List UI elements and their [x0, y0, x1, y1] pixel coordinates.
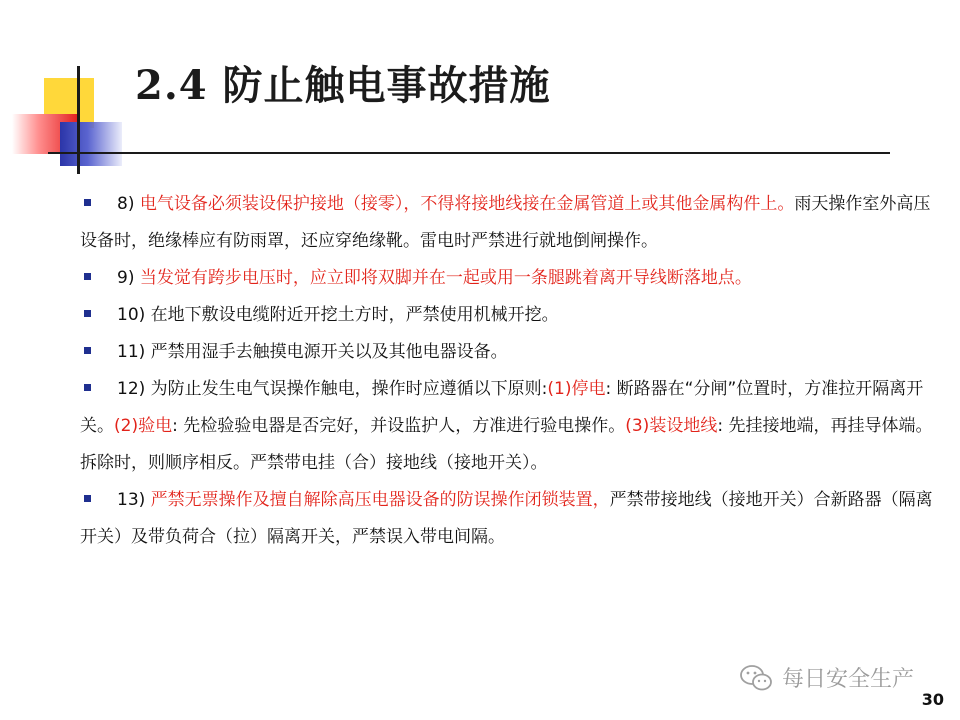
title-underline — [48, 152, 890, 154]
item-number: 9) — [117, 268, 135, 288]
item-number: 8) — [117, 194, 135, 214]
item-number: 13) — [117, 490, 146, 510]
item-text: 严禁用湿手去触摸电源开关以及其他电器设备。 — [150, 342, 508, 362]
bullet-icon — [84, 347, 91, 354]
bullet-icon — [84, 384, 91, 391]
bullet-icon — [84, 273, 91, 280]
item-highlight: (1)停电 — [547, 379, 606, 399]
decor-blue-block — [60, 122, 122, 166]
bullet-icon — [84, 310, 91, 317]
item-highlight: 严禁无票操作及擅自解除高压电器设备的防误操作闭锁装置， — [150, 490, 610, 510]
item-highlight: (3)装设地线 — [625, 416, 718, 436]
bullet-icon — [84, 495, 91, 502]
item-highlight: 电气设备必须装设保护接地（接零），不得将接地线接在金属管道上或其他金属构件上。 — [139, 194, 795, 214]
bullet-icon — [84, 199, 91, 206]
item-text: : 断路器在“分闸”位置时，方准拉开隔离开关。 — [80, 379, 924, 436]
list-item — [80, 371, 938, 482]
list-item — [80, 482, 938, 556]
item-text: 为防止发生电气误操作触电，操作时应遵循以下原则: — [150, 379, 548, 399]
watermark — [738, 662, 914, 693]
watermark-text: 每日安全生产 — [782, 667, 915, 692]
item-number: 11) — [117, 342, 146, 362]
item-text: : 先检验验电器是否完好，并设监护人，方准进行验电操作。 — [172, 416, 626, 436]
item-number: 12) — [117, 379, 146, 399]
item-number: 10) — [117, 305, 146, 325]
item-text: : 先挂接地端，再挂导体端。拆除时，则顺序相反。严禁带电挂（合）接地线（接地开关）。 — [80, 416, 933, 473]
item-text: 在地下敷设电缆附近开挖土方时，严禁使用机械开挖。 — [150, 305, 559, 325]
list-item — [80, 260, 938, 297]
list-item — [80, 297, 938, 334]
slide-title: 2.4 防止触电事故措施 — [135, 62, 551, 109]
decor-vertical-line — [77, 66, 80, 174]
item-text: 雨天操作室外高压设备时，绝缘棒应有防雨罩，还应穿绝缘靴。雷电时严禁进行就地倒闸操作。 — [80, 194, 931, 251]
list-item — [80, 186, 938, 260]
list-item — [80, 334, 938, 371]
item-highlight: 当发觉有跨步电压时，应立即将双脚并在一起或用一条腿跳着离开导线断落地点。 — [139, 268, 752, 288]
wechat-icon — [738, 663, 774, 693]
item-text: 严禁带接地线（接地开关）合新路器（隔离开关）及带负荷合（拉）隔离开关，严禁误入带电间隔。 — [80, 490, 933, 547]
page-number: 30 — [921, 690, 944, 709]
bullet-list — [80, 186, 938, 556]
item-highlight: (2)验电 — [114, 416, 173, 436]
